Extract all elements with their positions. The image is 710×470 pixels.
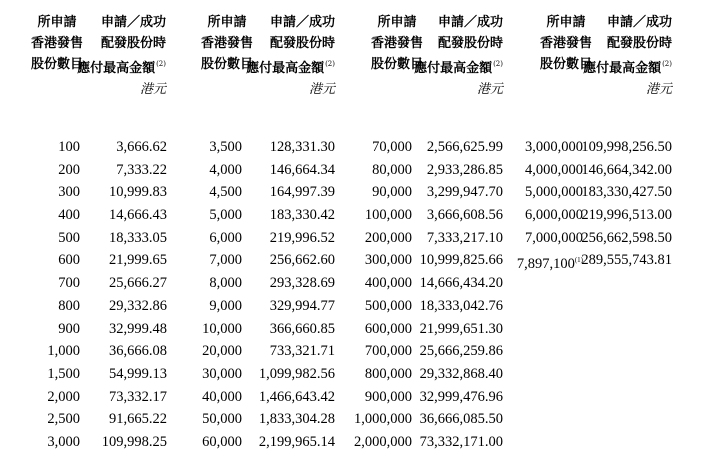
amount-cell: 109,998,256.50 xyxy=(581,139,672,155)
amount-cell: 32,999,476.96 xyxy=(419,388,503,405)
shares-cell: 10,000 xyxy=(202,320,242,337)
amount-column-3 xyxy=(373,136,503,454)
amount-cell: 733,321.71 xyxy=(269,343,335,360)
shares-cell: 300 xyxy=(58,184,80,201)
currency-label: 港元 xyxy=(476,82,503,97)
amount-column-2 xyxy=(205,136,335,454)
amount-cell: 10,999,825.66 xyxy=(419,252,503,269)
shares-cell: 7,000,000 xyxy=(525,229,583,246)
shares-cell: 5,000 xyxy=(209,207,242,224)
shares-cell: 6,000,000 xyxy=(525,207,583,224)
amount-cell: 18,333,042.76 xyxy=(419,297,503,314)
amount-cell: 3,666,608.56 xyxy=(426,207,503,224)
shares-cell: 400 xyxy=(58,207,80,224)
shares-header-1: 所申請 香港發售 股份數目 xyxy=(30,15,83,72)
shares-cell: 600,000 xyxy=(364,320,412,337)
amount-cell: 146,664.34 xyxy=(269,161,335,178)
shares-cell: 3,000,000 xyxy=(525,139,583,155)
shares-cell: 30,000 xyxy=(202,365,242,382)
amount-header-1: 申請／成功 配發股份時 應付最高金額$^{(2)}$ 港元 xyxy=(44,12,166,100)
amount-cell: 36,666.08 xyxy=(109,343,167,360)
shares-cell: 1,000 xyxy=(47,343,80,360)
shares-cell: 2,500 xyxy=(47,411,80,428)
footnote-marker: (1) xyxy=(574,256,583,265)
footnote-marker: (2) xyxy=(493,60,503,68)
shares-cell: 900,000 xyxy=(364,388,412,405)
shares-cell: 3,000 xyxy=(47,433,80,450)
amount-cell: 14,666.43 xyxy=(109,207,167,224)
amount-cell: 109,998.25 xyxy=(101,433,167,450)
amount-cell: 329,994.77 xyxy=(269,297,335,314)
shares-cell: 7,897,100$^{(1)}$ xyxy=(516,256,583,273)
amount-cell: 2,199,965.14 xyxy=(258,433,335,450)
amount-cell: 7,333,217.10 xyxy=(426,229,503,246)
shares-cell: 90,000 xyxy=(372,184,412,201)
amount-cell: 29,332,868.40 xyxy=(419,365,503,382)
shares-cell: 400,000 xyxy=(364,275,412,292)
shares-cell: 20,000 xyxy=(202,343,242,360)
amount-cell: 183,330.42 xyxy=(269,207,335,224)
shares-cell: 500 xyxy=(58,229,80,246)
shares-cell: 800,000 xyxy=(364,365,412,382)
amount-header-2: 申請／成功 配發股份時 應付最高金額$^{(2)}$ 港元 xyxy=(213,12,335,100)
shares-header-3: 所申請 香港發售 股份數目 xyxy=(370,15,423,72)
shares-header-2: 所申請 香港發售 股份數目 xyxy=(200,15,253,72)
amount-cell: 21,999.65 xyxy=(109,252,167,269)
currency-label: 港元 xyxy=(139,82,166,97)
amount-cell: 164,997.39 xyxy=(269,184,335,201)
amount-cell: 10,999.83 xyxy=(109,184,167,201)
shares-cell: 9,000 xyxy=(209,297,242,314)
amount-cell: 18,333.05 xyxy=(109,229,167,246)
shares-cell: 4,000 xyxy=(209,161,242,178)
footnote-marker: (2) xyxy=(325,60,335,68)
shares-cell: 200,000 xyxy=(364,229,412,246)
amount-cell: 54,999.13 xyxy=(109,365,167,382)
amount-cell: 3,299,947.70 xyxy=(426,184,503,201)
amount-cell: 2,933,286.85 xyxy=(426,161,503,178)
amount-header-3: 申請／成功 配發股份時 應付最高金額$^{(2)}$ 港元 xyxy=(381,12,503,100)
shares-cell: 5,000,000 xyxy=(525,184,583,201)
amount-cell: 1,833,304.28 xyxy=(258,411,335,428)
amount-cell: 25,666.27 xyxy=(109,275,167,292)
shares-header-4: 所申請 香港發售 股份數目 xyxy=(539,15,592,72)
amount-cell: 1,099,982.56 xyxy=(258,365,335,382)
amount-cell: 293,328.69 xyxy=(269,275,335,292)
shares-cell: 800 xyxy=(58,297,80,314)
amount-cell: 146,664,342.00 xyxy=(581,161,672,178)
shares-cell: 7,000 xyxy=(209,252,242,269)
shares-cell: 200 xyxy=(58,161,80,178)
shares-cell: 900 xyxy=(58,320,80,337)
amount-cell: 7,333.22 xyxy=(116,161,167,178)
shares-cell: 100 xyxy=(58,139,80,155)
shares-cell: 700 xyxy=(58,275,80,292)
amount-cell: 183,330,427.50 xyxy=(581,184,672,201)
shares-cell: 3,500 xyxy=(209,139,242,155)
currency-label: 港元 xyxy=(308,82,335,97)
shares-cell: 700,000 xyxy=(364,343,412,360)
shares-cell: 1,500 xyxy=(47,365,80,382)
amount-cell: 25,666,259.86 xyxy=(419,343,503,360)
amount-cell: 128,331.30 xyxy=(269,139,335,155)
footnote-marker: (2) xyxy=(156,60,166,68)
shares-cell: 2,000,000 xyxy=(354,433,412,450)
shares-cell: 300,000 xyxy=(364,252,412,269)
amount-cell: 14,666,434.20 xyxy=(419,275,503,292)
shares-cell: 4,000,000 xyxy=(525,161,583,178)
amount-cell: 366,660.85 xyxy=(269,320,335,337)
shares-cell: 500,000 xyxy=(364,297,412,314)
shares-cell: 50,000 xyxy=(202,411,242,428)
amount-header-4: 申請／成功 配發股份時 應付最高金額$^{(2)}$ 港元 xyxy=(550,12,672,100)
shares-cell: 6,000 xyxy=(209,229,242,246)
shares-cell: 2,000 xyxy=(47,388,80,405)
amount-cell: 256,662.60 xyxy=(269,252,335,269)
amount-column-1 xyxy=(37,136,167,454)
amount-cell: 36,666,085.50 xyxy=(419,411,503,428)
shares-cell: 4,500 xyxy=(209,184,242,201)
shares-cell: 100,000 xyxy=(364,207,412,224)
footnote-marker: (2) xyxy=(662,60,672,68)
amount-cell: 91,665.22 xyxy=(109,411,167,428)
shares-cell: 70,000 xyxy=(372,139,412,155)
amount-cell: 256,662,598.50 xyxy=(581,229,672,246)
shares-cell: 40,000 xyxy=(202,388,242,405)
amount-cell: 219,996,513.00 xyxy=(581,207,672,224)
amount-cell: 3,666.62 xyxy=(116,139,167,155)
amount-cell: 73,332.17 xyxy=(109,388,167,405)
shares-cell: 60,000 xyxy=(202,433,242,450)
amount-cell: 73,332,171.00 xyxy=(419,433,503,450)
amount-cell: 21,999,651.30 xyxy=(419,320,503,337)
amount-cell: 219,996.52 xyxy=(269,229,335,246)
amount-column-4 xyxy=(542,136,672,272)
amount-cell: 2,566,625.99 xyxy=(426,139,503,155)
shares-cell: 8,000 xyxy=(209,275,242,292)
amount-cell: 289,555,743.81 xyxy=(581,252,672,269)
shares-cell: 80,000 xyxy=(372,161,412,178)
shares-cell: 1,000,000 xyxy=(354,411,412,428)
shares-cell: 600 xyxy=(58,252,80,269)
amount-cell: 32,999.48 xyxy=(109,320,167,337)
amount-cell: 29,332.86 xyxy=(109,297,167,314)
amount-cell: 1,466,643.42 xyxy=(258,388,335,405)
currency-label: 港元 xyxy=(645,82,672,97)
